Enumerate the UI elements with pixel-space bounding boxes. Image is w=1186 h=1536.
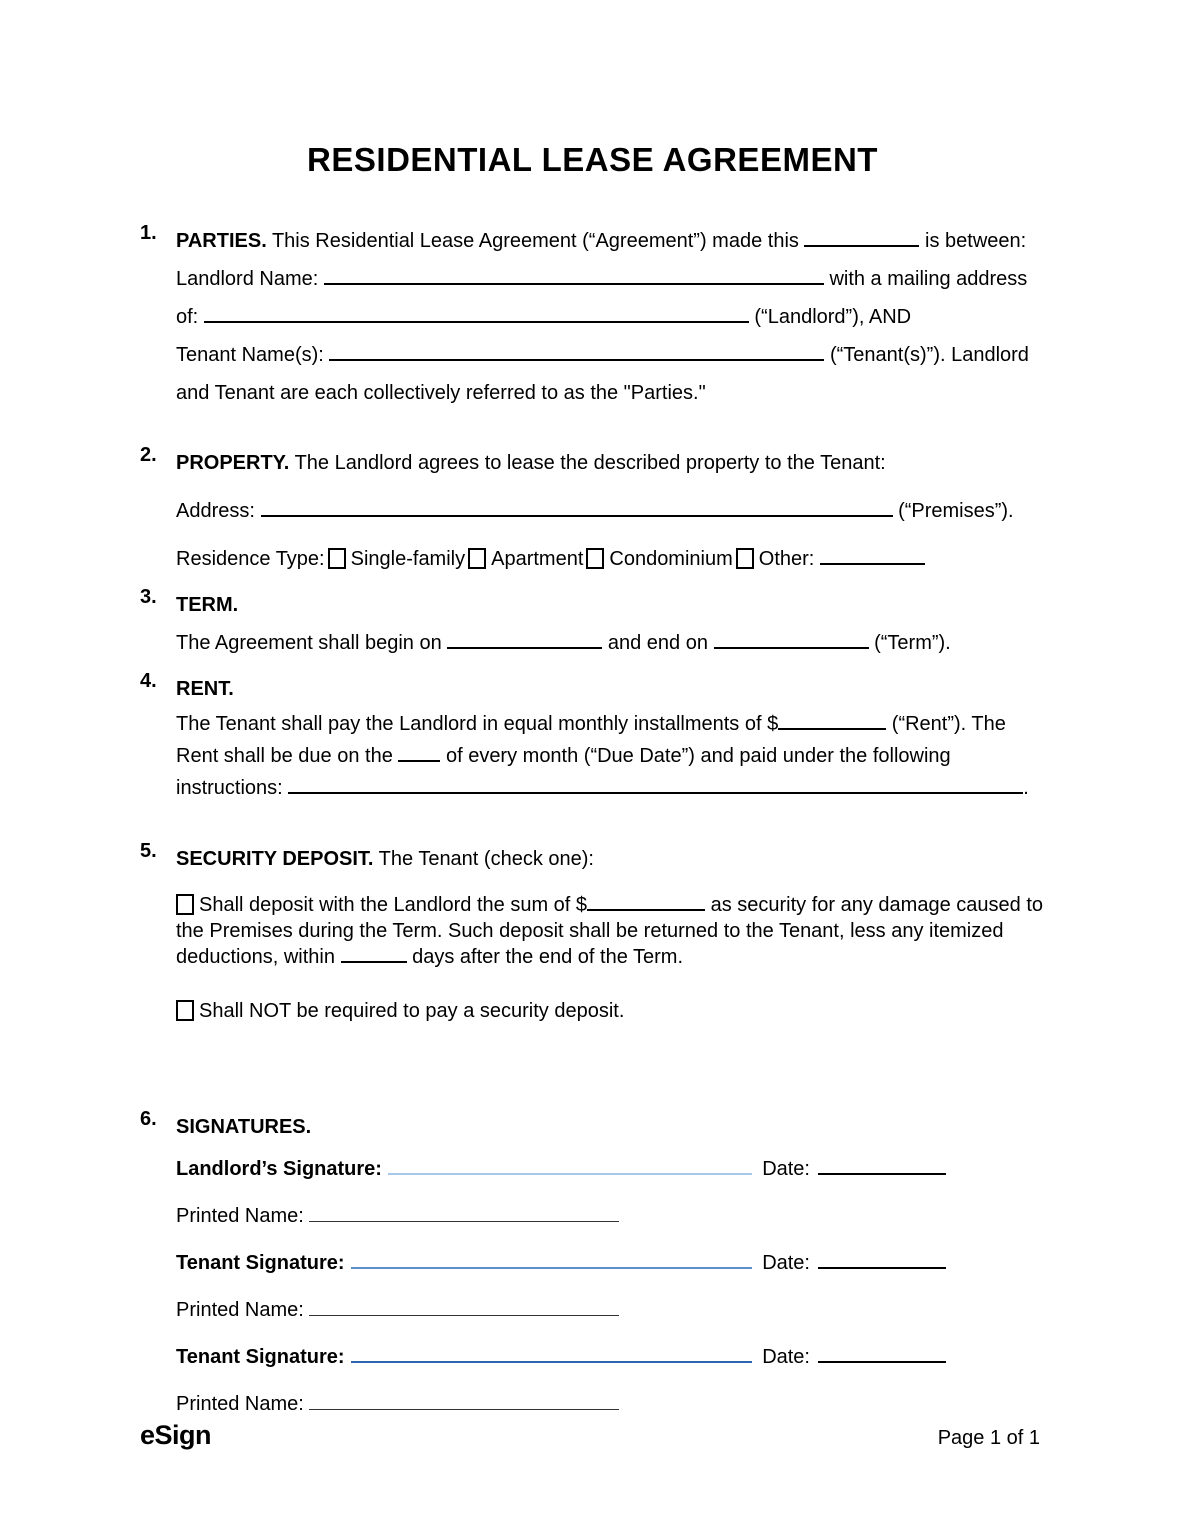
- rent-line1-text: The Tenant shall pay the Landlord in equal monthly installments of $: [176, 712, 779, 735]
- tenant1-signature-field[interactable]: [351, 1254, 753, 1269]
- deposit-option1-text: Shall deposit with the Landlord the sum of $: [199, 893, 588, 916]
- deposit-option-none: [176, 998, 1045, 1024]
- section-heading: RENT.: [176, 677, 234, 700]
- page-title: RESIDENTIAL LEASE AGREEMENT: [307, 141, 878, 178]
- property-intro-text: The Landlord agrees to lease the described property to the Tenant:: [294, 451, 886, 474]
- deposit-option-required: [176, 892, 1056, 970]
- tenant2-signature-date-field[interactable]: [818, 1348, 946, 1363]
- landlord-signature-field[interactable]: [388, 1160, 752, 1175]
- property-address-field[interactable]: [261, 502, 893, 517]
- landlord-name-field[interactable]: [324, 270, 824, 285]
- tenant-names-field[interactable]: [329, 346, 824, 361]
- rent-line3-end: .: [1023, 776, 1029, 799]
- esign-logo: eSign: [140, 1420, 212, 1450]
- landlord-name-label: Landlord Name:: [176, 267, 319, 290]
- tenant2-signature-label: Tenant Signature:: [176, 1345, 345, 1368]
- tenant1-signature-row: [176, 1250, 946, 1276]
- agreement-date-field[interactable]: [804, 232, 919, 247]
- deposit-option1-end-text: days after the end of the Term.: [412, 945, 684, 968]
- residence-option-single-family: Single-family: [350, 547, 466, 570]
- checkbox-deposit-required[interactable]: [176, 894, 194, 915]
- deposit-intro-text: The Tenant (check one):: [378, 847, 594, 870]
- term-start-date-field[interactable]: [447, 634, 602, 649]
- date-label: Date:: [762, 1345, 810, 1368]
- section-number: 6.: [140, 1107, 157, 1130]
- date-label: Date:: [762, 1251, 810, 1274]
- section-security-deposit: [140, 840, 1045, 1024]
- checkbox-condominium[interactable]: [586, 548, 604, 569]
- residence-type-label: Residence Type:: [176, 547, 325, 570]
- deposit-option2-text: Shall NOT be required to pay a security deposit.: [199, 999, 625, 1022]
- rent-line2-text: Rent shall be due on the: [176, 744, 393, 767]
- section-term: [140, 586, 1045, 662]
- payment-instructions-label: instructions:: [176, 776, 283, 799]
- payment-instructions-field[interactable]: [288, 779, 1023, 794]
- residence-option-apartment: Apartment: [491, 547, 584, 570]
- rent-line1-end: (“Rent”). The: [891, 712, 1006, 735]
- section-number: 4.: [140, 669, 157, 692]
- section-heading: PARTIES.: [176, 229, 267, 252]
- rent-line2-end: of every month (“Due Date”) and paid under the following: [445, 744, 951, 767]
- landlord-name-after: with a mailing address: [829, 267, 1028, 290]
- printed-name-label: Printed Name:: [176, 1204, 304, 1227]
- tenant-names-label: Tenant Name(s):: [176, 343, 324, 366]
- section-heading: SIGNATURES.: [176, 1115, 312, 1138]
- landlord-printed-name-field[interactable]: [309, 1207, 619, 1222]
- tenant2-signature-field[interactable]: [351, 1348, 753, 1363]
- rent-amount-field[interactable]: [778, 715, 886, 730]
- checkbox-no-deposit[interactable]: [176, 1000, 194, 1021]
- deposit-amount-field[interactable]: [587, 896, 705, 911]
- landlord-signature-date-field[interactable]: [818, 1160, 946, 1175]
- section-property: [140, 444, 1045, 578]
- term-end-date-field[interactable]: [714, 634, 869, 649]
- section-rent: [140, 670, 1045, 804]
- term-begin-text: The Agreement shall begin on: [176, 631, 442, 654]
- landlord-address-after: (“Landlord”), AND: [754, 305, 912, 328]
- section-heading: PROPERTY.: [176, 451, 290, 474]
- parties-closing-text: and Tenant are each collectively referred to as the "Parties.": [176, 381, 706, 404]
- tenant1-signature-date-field[interactable]: [818, 1254, 946, 1269]
- section-heading: TERM.: [176, 593, 239, 616]
- tenant2-printed-name-field[interactable]: [309, 1395, 619, 1410]
- parties-intro-end: is between:: [925, 229, 1027, 252]
- deposit-option1-mid-text: as security for any damage caused to the Premises during the Term. Such deposit shall be returned to the Tenant, less any itemized deductions, within: [176, 893, 1043, 968]
- printed-name-label: Printed Name:: [176, 1392, 304, 1415]
- term-mid-text: and end on: [607, 631, 708, 654]
- landlord-address-field[interactable]: [204, 308, 749, 323]
- landlord-signature-label: Landlord’s Signature:: [176, 1157, 382, 1180]
- section-number: 5.: [140, 839, 157, 862]
- property-address-label: Address:: [176, 499, 255, 522]
- landlord-printed-name-row: [176, 1203, 1045, 1229]
- section-number: 1.: [140, 221, 157, 244]
- tenant1-printed-name-row: [176, 1297, 1045, 1323]
- date-label: Date:: [762, 1157, 810, 1180]
- section-number: 2.: [140, 443, 157, 466]
- landlord-address-label: of:: [176, 305, 199, 328]
- residence-other-label: Other:: [758, 547, 815, 570]
- checkbox-single-family[interactable]: [328, 548, 346, 569]
- property-address-after: (“Premises”).: [898, 499, 1014, 522]
- section-parties: [140, 222, 1045, 412]
- section-number: 3.: [140, 585, 157, 608]
- tenant1-signature-label: Tenant Signature:: [176, 1251, 345, 1274]
- deposit-return-days-field[interactable]: [341, 948, 407, 963]
- residence-option-condominium: Condominium: [609, 547, 733, 570]
- checkbox-apartment[interactable]: [468, 548, 486, 569]
- tenant2-printed-name-row: [176, 1391, 1045, 1417]
- section-signatures: [140, 1108, 1045, 1417]
- checkbox-other[interactable]: [736, 548, 754, 569]
- landlord-signature-row: [176, 1156, 946, 1182]
- tenant1-printed-name-field[interactable]: [309, 1301, 619, 1316]
- section-heading: SECURITY DEPOSIT.: [176, 847, 374, 870]
- tenant-names-after: (“Tenant(s)”). Landlord: [829, 343, 1029, 366]
- residence-other-field[interactable]: [820, 550, 925, 565]
- printed-name-label: Printed Name:: [176, 1298, 304, 1321]
- rent-due-day-field[interactable]: [398, 747, 440, 762]
- tenant2-signature-row: [176, 1344, 946, 1370]
- term-end-text: (“Term”).: [874, 631, 951, 654]
- parties-intro-text: This Residential Lease Agreement (“Agreement”) made this: [271, 229, 799, 252]
- page-number: Page 1 of 1: [937, 1427, 1040, 1449]
- page-footer: [140, 1420, 1040, 1451]
